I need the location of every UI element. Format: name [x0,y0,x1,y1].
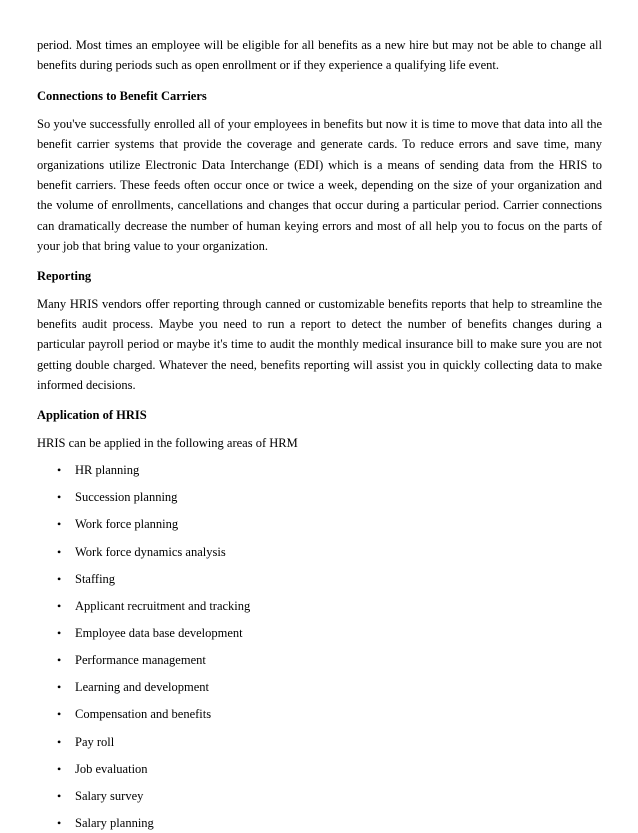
list-item [57,650,602,670]
list-item-label: Salary survey [75,788,144,803]
bullet-icon: • [57,815,62,830]
list-item [57,704,602,724]
list-item-label: Job evaluation [75,761,148,776]
bullet-icon: • [57,625,62,640]
list-item-label: Compensation and benefits [75,707,212,722]
list-item [57,569,602,589]
list-item-label: Work force dynamics analysis [75,544,226,559]
benefit-carriers-paragraph: So you've successfully enrolled all of your employees in benefits but now it is time to move that data into all the benefit carrier systems that provide the coverage and generate cards. To reduce errors and save time, many organizations utilize Electronic Data Interchange (EDI) which is a means of sending data from the HRIS to benefit carriers. These feeds often occur once or twice a week, depending on the size of your organization and the volume of enrollments, cancellations and changes that occur during a particular period. Carrier connections can dramatically decrease the number of human keying errors and most of all help you to focus on the parts of your job that bring value to your organization. [37,116,602,254]
list-item-label: Performance management [75,653,206,668]
list-item [57,786,602,806]
list-item [57,677,602,697]
bullet-icon: • [57,707,62,722]
list-item [57,514,602,534]
list-item-label: Learning and development [75,680,209,695]
continuation-paragraph: period. Most times an employee will be eligible for all benefits as a new hire but may not be able to change all benefits during periods such as open enrollment or if they experience a qualifying life event. [37,38,602,73]
bullet-icon: • [57,544,62,559]
list-item-label: Employee data base development [75,625,243,640]
bullet-icon: • [57,490,62,505]
bullet-icon: • [57,680,62,695]
list-item [57,759,602,779]
bullet-icon: • [57,463,62,478]
list-item-label: Work force planning [75,517,179,532]
list-item [57,623,602,643]
heading-application-of-hris: Application of HRIS [37,407,147,422]
list-item-label: Succession planning [75,490,178,505]
list-item-label: Staffing [75,571,116,586]
list-item-label: HR planning [75,463,140,478]
list-item-label: Salary planning [75,815,154,830]
bullet-icon: • [57,598,62,613]
list-item [57,487,602,507]
bullet-icon: • [57,517,62,532]
list-item [57,596,602,616]
list-item [57,732,602,752]
list-item-label: Applicant recruitment and tracking [75,598,251,613]
bullet-icon: • [57,788,62,803]
application-intro: HRIS can be applied in the following areas of HRM [37,435,298,450]
list-item [57,460,602,480]
bullet-icon: • [57,734,62,749]
bullet-icon: • [57,761,62,776]
bullet-icon: • [57,571,62,586]
hris-application-list [37,460,602,833]
reporting-paragraph: Many HRIS vendors offer reporting through canned or customizable benefits reports that help to streamline the benefits audit process. Maybe you need to run a report to detect the number of benefits changes during a particular payroll period or maybe it's time to audit the monthly medical insurance bill to make sure you are not getting double charged. Whatever the need, benefits reporting will assist you in quickly collecting data to make informed decisions. [37,296,602,393]
heading-reporting: Reporting [37,268,92,283]
list-item-label: Pay roll [75,734,115,749]
bullet-icon: • [57,653,62,668]
heading-benefit-carriers: Connections to Benefit Carriers [37,88,207,103]
list-item [57,813,602,833]
list-item [57,542,602,562]
